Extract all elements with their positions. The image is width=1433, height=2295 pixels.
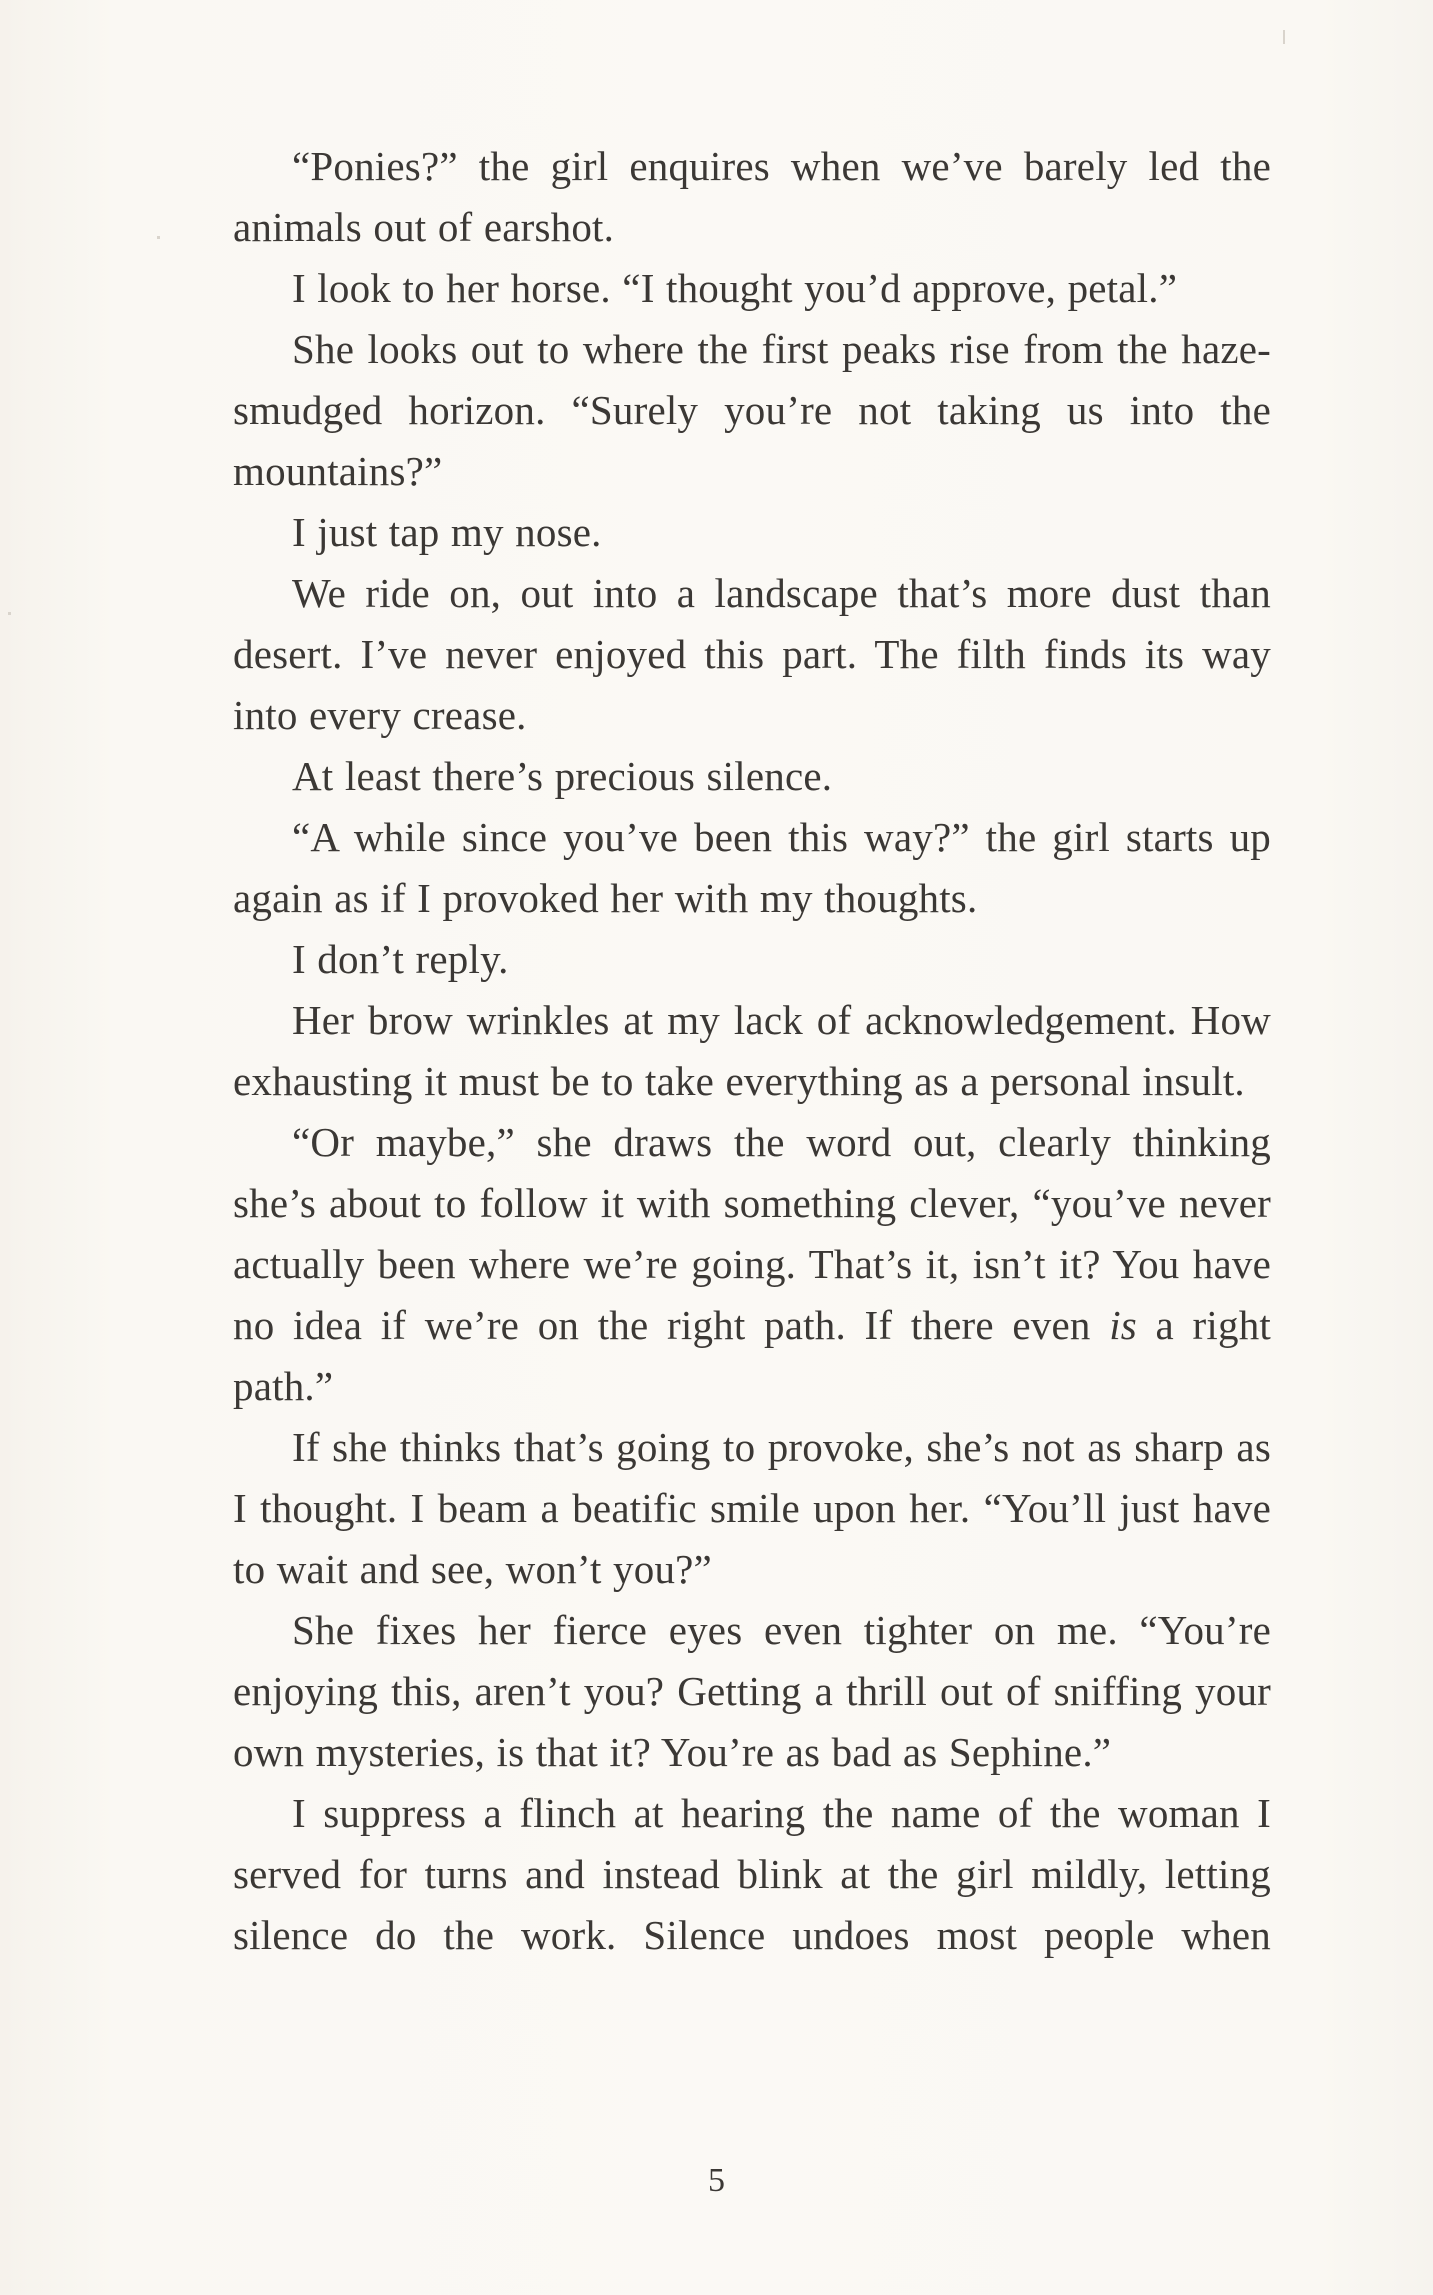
scan-speck	[157, 236, 160, 239]
page-number: 5	[708, 2162, 725, 2199]
paragraph: Her brow wrinkles at my lack of acknowledgement. How exhausting it must be to take everything as a personal insult.	[233, 997, 1271, 1104]
paragraph: “A while since you’ve been this way?” the girl starts up again as if I provoked her with my thoughts.	[233, 814, 1271, 921]
paragraph: She fixes her fierce eyes even tighter on me. “You’re enjoying this, aren’t you? Getting a thrill out of sniffing your own mysteries, is that it? You’re as bad as Sephine.”	[233, 1607, 1271, 1775]
emphasized-word: is	[1109, 1302, 1137, 1348]
scan-speck	[1283, 30, 1285, 44]
paragraph: If she thinks that’s going to provoke, she’s not as sharp as I thought. I beam a beatific smile upon her. “You’ll just have to wait and see, won’t you?”	[233, 1424, 1271, 1592]
paragraph: I suppress a flinch at hearing the name of the woman I served for turns and instead blink at the girl mildly, letting silence do the work. Silence undoes most people when	[233, 1790, 1271, 1958]
paragraph	[233, 1112, 1271, 1417]
paragraph: “Ponies?” the girl enquires when we’ve barely led the animals out of earshot.	[233, 143, 1271, 250]
paragraph: We ride on, out into a landscape that’s more dust than desert. I’ve never enjoyed this part. The filth finds its way into every crease.	[233, 570, 1271, 738]
paragraph: I don’t reply.	[292, 936, 509, 982]
body-text	[233, 136, 1271, 1966]
paragraph-text: “Or maybe,” she draws the word out, clearly thinking she’s about to follow it with something clever, “you’ve never actually been where we’re going. That’s it, isn’t it? You have no idea if we’re on the right path. If there even	[233, 1119, 1271, 1348]
scan-speck	[8, 612, 11, 615]
paragraph: She looks out to where the first peaks rise from the haze-smudged horizon. “Surely you’re not taking us into the mountains?”	[233, 326, 1271, 494]
paragraph-text: a right path.”	[233, 1302, 1271, 1409]
paragraph: I just tap my nose.	[292, 509, 602, 555]
paragraph: I look to her horse. “I thought you’d approve, petal.”	[292, 265, 1178, 311]
paragraph: At least there’s precious silence.	[292, 753, 833, 799]
